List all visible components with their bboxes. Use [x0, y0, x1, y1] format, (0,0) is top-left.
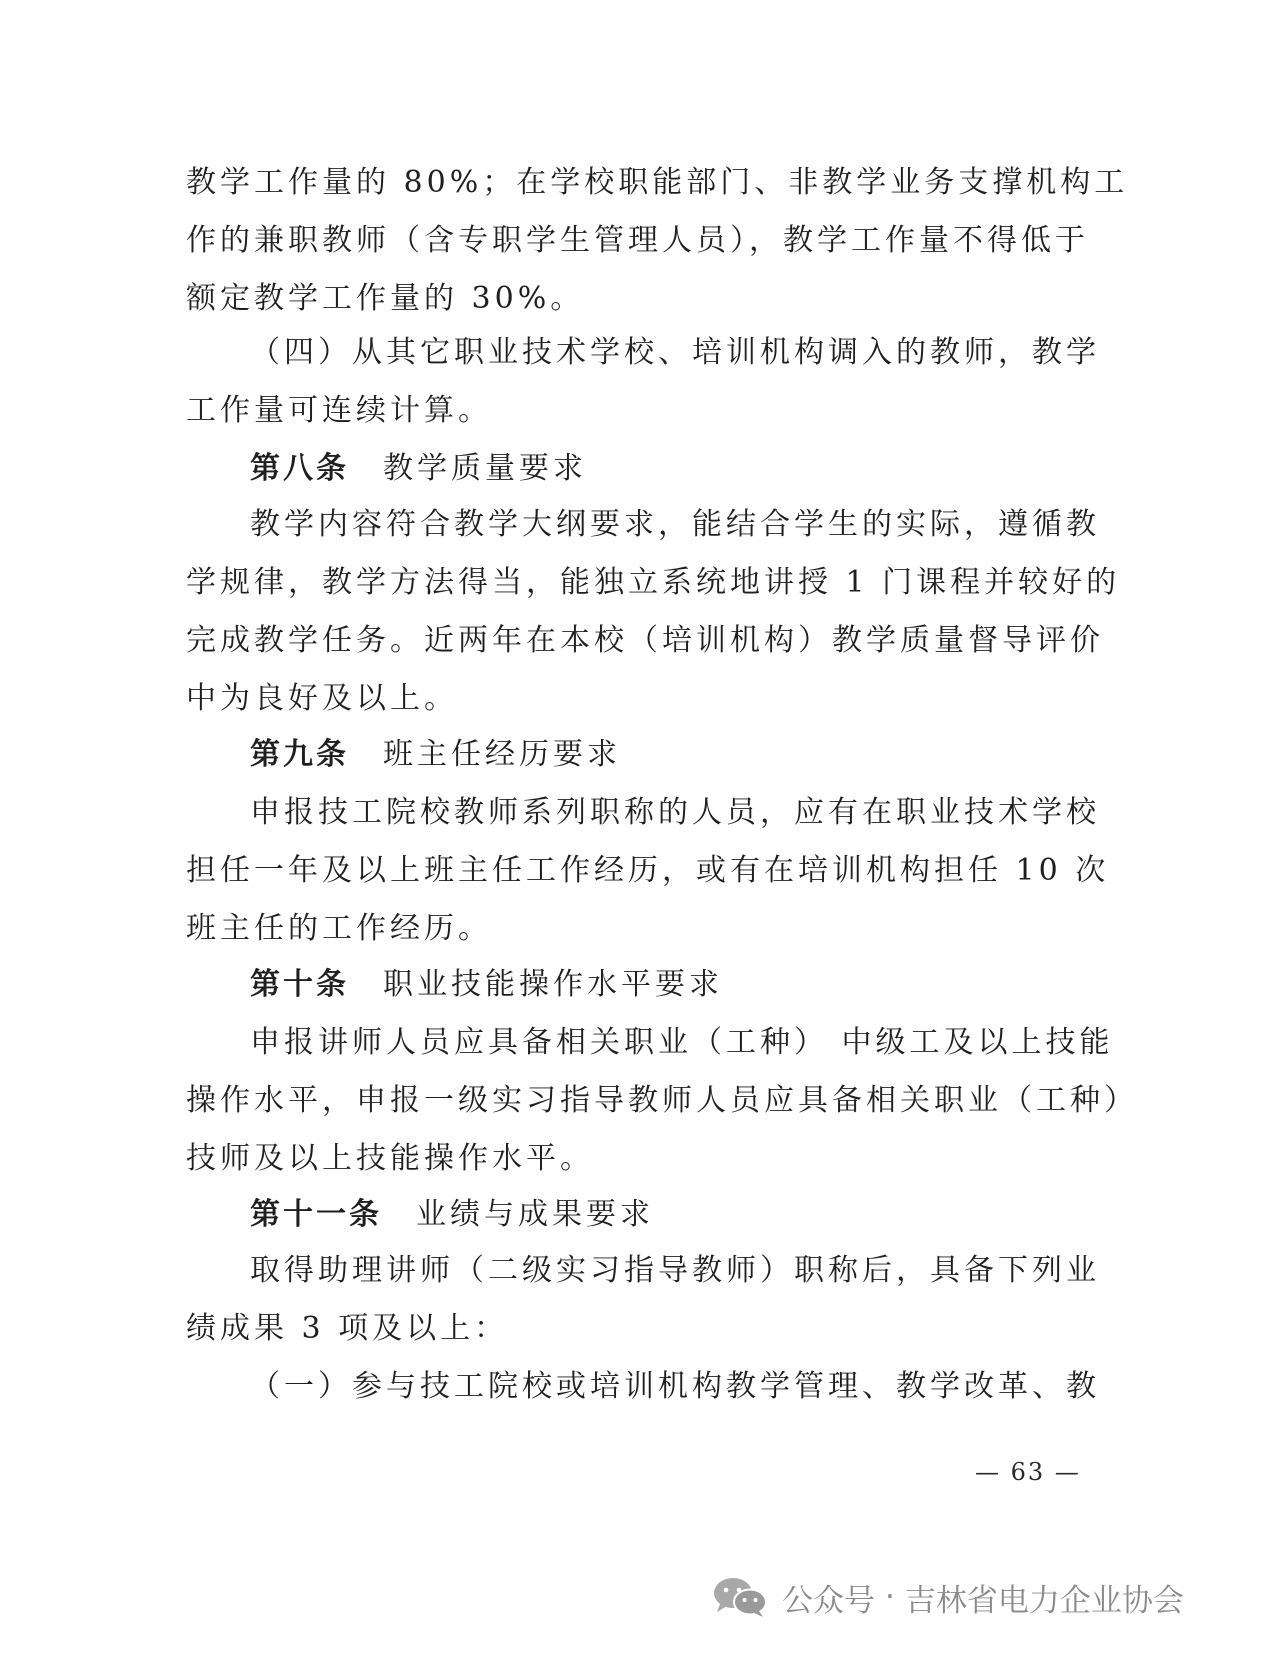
page-number: — 63 —: [975, 1458, 1081, 1486]
watermark-account-name: 吉林省电力企业协会: [904, 1582, 1184, 1619]
text-line: （四）从其它职业技术学校、培训机构调入的教师，教学: [250, 335, 1100, 370]
text-line: 教学内容符合教学大纲要求，能结合学生的实际，遵循教: [250, 507, 1100, 542]
article-8-heading: [186, 440, 1086, 498]
article-10-body: [186, 1014, 1138, 1188]
watermark-separator: ·: [885, 1579, 895, 1615]
text-line: 工作量可连续计算。: [186, 393, 492, 428]
text-line: 教学工作量的 80%；在学校职能部门、非教学业务支撑机构工: [186, 165, 1129, 200]
article-8-label: 第八条: [250, 451, 349, 486]
text-line: 作的兼职教师（含专职学生管理人员），教学工作量不得低于: [186, 223, 1089, 258]
text-line: 技师及以上技能操作水平。: [186, 1141, 594, 1176]
paragraph-transferred-teachers: [186, 324, 1100, 440]
watermark-prefix: 公众号: [782, 1582, 875, 1619]
text-line: 担任一年及以上班主任工作经历，或有在培训机构担任 10 次: [186, 853, 1110, 888]
article-10-heading: [186, 956, 1086, 1014]
article-8-title: 教学质量要求: [383, 451, 587, 486]
text-line: （一）参与技工院校或培训机构教学管理、教学改革、教: [250, 1369, 1100, 1404]
article-10-label: 第十条: [250, 967, 349, 1002]
paragraph-workload-continued: [186, 154, 1129, 328]
text-line: 申报技工院校教师系列职称的人员，应有在职业技术学校: [250, 795, 1100, 830]
article-8-body: [186, 496, 1121, 728]
article-11-body: [186, 1242, 1100, 1416]
text-line: 操作水平，申报一级实习指导教师人员应具备相关职业（工种）: [186, 1083, 1138, 1118]
text-line: 绩成果 3 项及以上：: [186, 1311, 509, 1346]
text-line: 中为良好及以上。: [186, 681, 458, 716]
text-line: 取得助理讲师（二级实习指导教师）职称后，具备下列业: [250, 1253, 1100, 1288]
article-11-title: 业绩与成果要求: [416, 1197, 654, 1232]
text-line: 完成教学任务。近两年在本校（培训机构）教学质量督导评价: [186, 623, 1104, 658]
text-line: 班主任的工作经历。: [186, 911, 492, 946]
wechat-icon: [712, 1575, 768, 1619]
article-9-body: [186, 784, 1110, 958]
article-11-label: 第十一条: [250, 1197, 382, 1232]
article-10-title: 职业技能操作水平要求: [383, 967, 723, 1002]
article-9-title: 班主任经历要求: [383, 737, 621, 772]
text-line: 申报讲师人员应具备相关职业（工种） 中级工及以上技能: [250, 1025, 1114, 1060]
text-line: 学规律，教学方法得当，能独立系统地讲授 1 门课程并较好的: [186, 565, 1121, 600]
text-line: 额定教学工作量的 30%。: [186, 281, 585, 316]
article-9-label: 第九条: [250, 737, 349, 772]
wechat-watermark: [712, 1572, 1184, 1622]
article-9-heading: [186, 726, 1086, 784]
article-11-heading: [186, 1186, 1086, 1244]
